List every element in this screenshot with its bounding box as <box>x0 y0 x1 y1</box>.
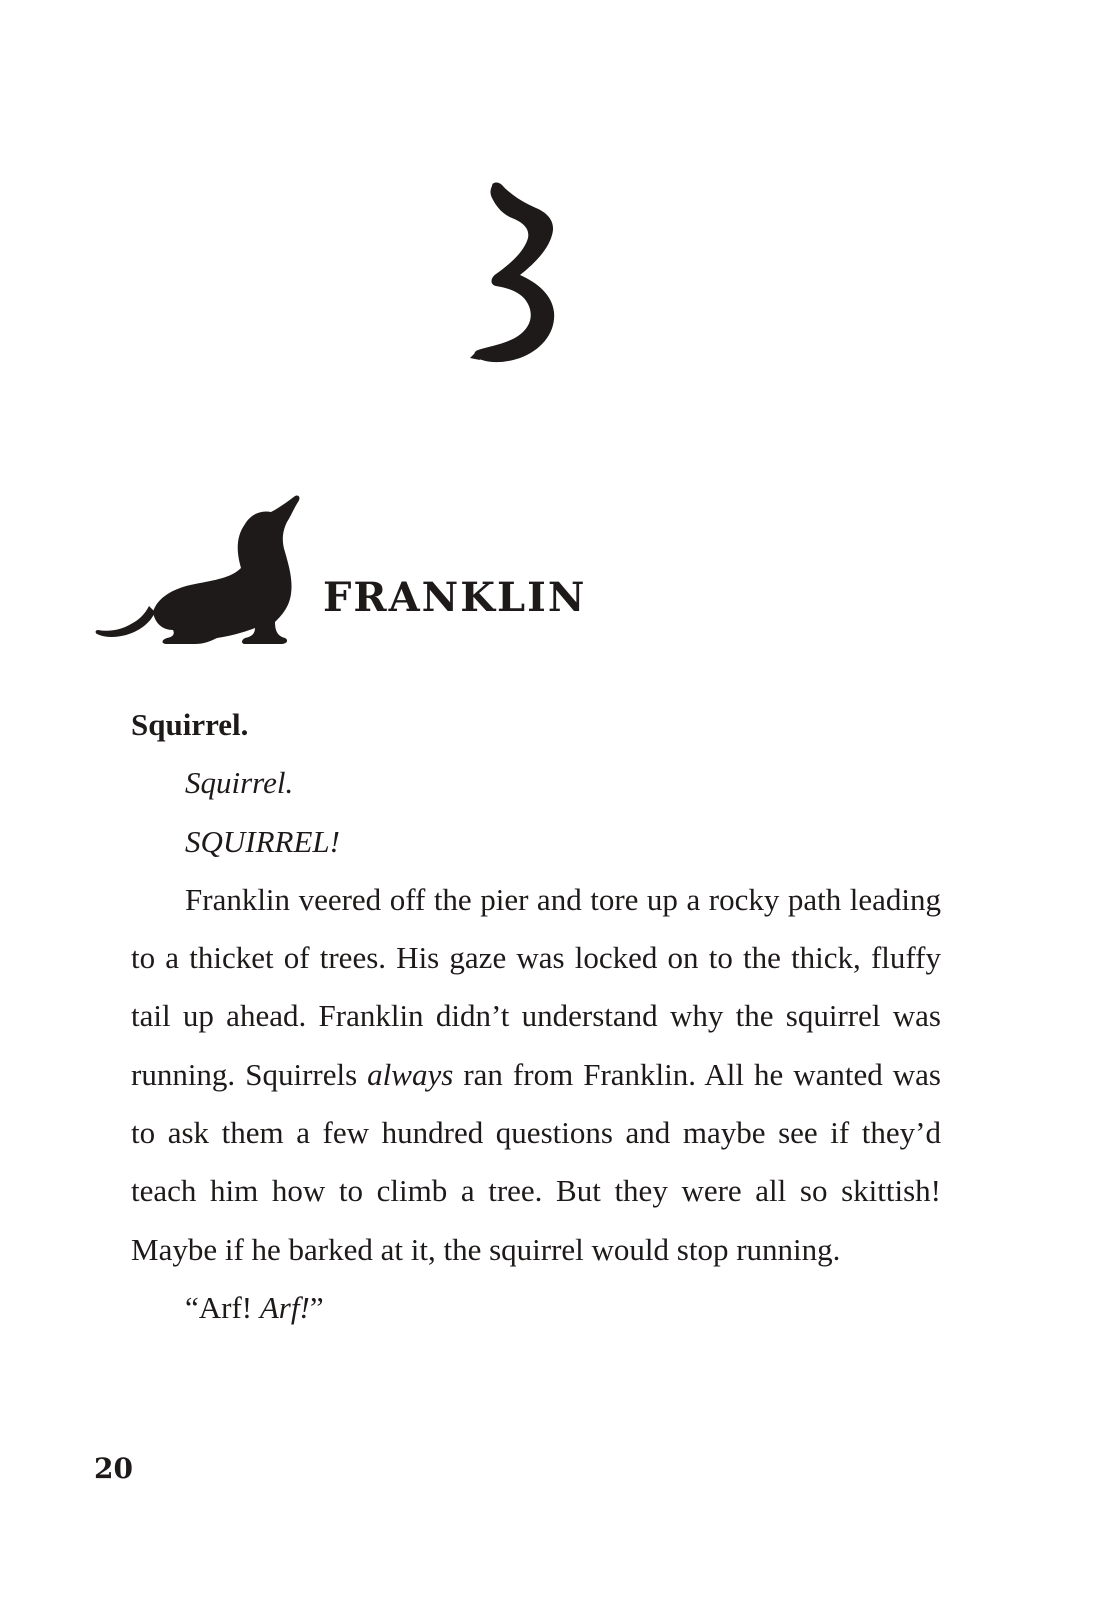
paragraph-emphasis: always <box>367 1056 454 1092</box>
paragraph-text-2: ran from Franklin. All he wanted was to ask them a few hundred questions and maybe see if they’d teach him how to climb a tree. But they were all so skittish! Maybe if he barked at it, the squirrel would stop running. <box>131 1056 941 1267</box>
narrative-paragraph <box>131 871 941 1279</box>
opening-line: Squirrel. <box>131 707 249 742</box>
shouted-line <box>131 813 941 871</box>
chapter-body <box>131 696 941 1337</box>
paragraph-text-1: Franklin veered off the pier and tore up a rocky path leading to a thicket of trees. His gaze was locked on to the thick, fluffy tail up ahead. Franklin didn’t understand why the squirrel was running. Squirrels <box>131 881 941 1092</box>
chapter-number-artwork <box>462 180 572 370</box>
shouted-line-text: SQUIRREL! <box>185 823 340 859</box>
page-number: 20 <box>94 1452 133 1485</box>
repeated-line <box>131 754 941 812</box>
chapter-title: FRANKLIN <box>323 574 587 621</box>
dachshund-silhouette-icon <box>95 494 310 654</box>
repeated-line-text: Squirrel. <box>185 765 294 801</box>
dialogue-part-2: Arf! <box>259 1289 310 1325</box>
dialogue-line <box>131 1279 941 1337</box>
dialogue-part-1: “Arf! <box>185 1289 260 1325</box>
dialogue-part-3: ” <box>309 1289 324 1325</box>
